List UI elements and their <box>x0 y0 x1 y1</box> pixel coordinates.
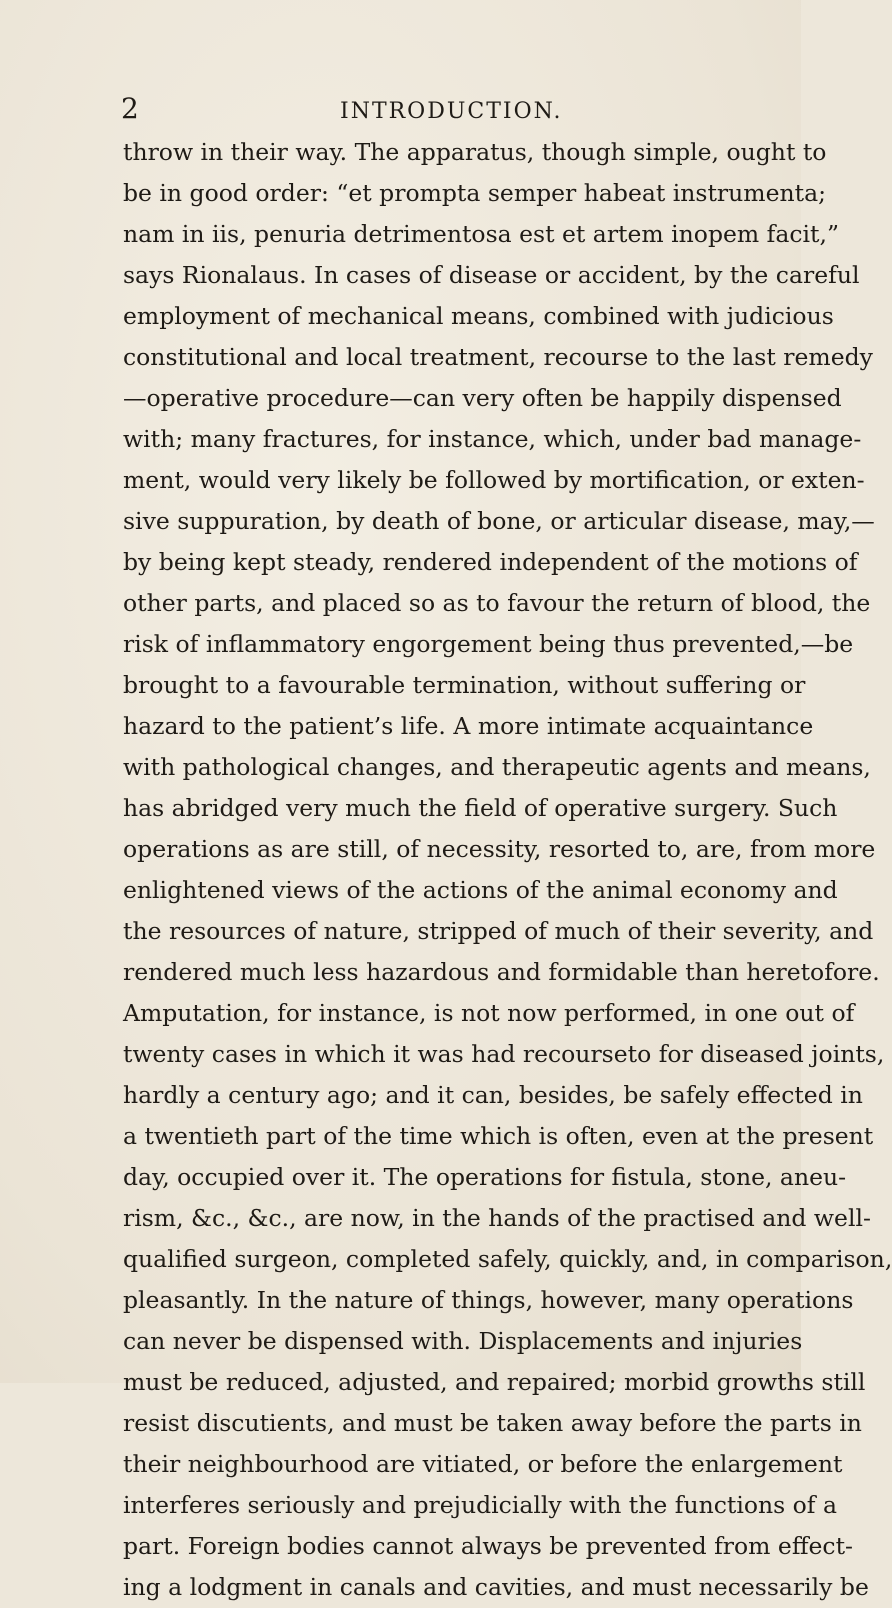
text-line: throw in their way. The apparatus, though simple, ought to <box>123 138 827 166</box>
text-line: says Rionalaus. In cases of disease or accident, by the careful <box>123 261 860 289</box>
text-line: nam in iis, penuria detrimentosa est et artem inopem facit,” <box>123 220 839 248</box>
running-title: INTRODUCTION. <box>340 99 563 124</box>
text-line: pleasantly. In the nature of things, however, many operations <box>123 1286 854 1314</box>
text-line: the resources of nature, stripped of much of their severity, and <box>123 917 874 945</box>
text-line: other parts, and placed so as to favour the return of blood, the <box>123 589 871 617</box>
text-line: risk of inflammatory engorgement being thus prevented,—be <box>123 630 854 658</box>
text-line: rism, &c., &c., are now, in the hands of the practised and well- <box>123 1204 871 1232</box>
text-line: brought to a favourable termination, without suffering or <box>123 671 806 699</box>
text-line: a twentieth part of the time which is often, even at the present <box>123 1122 874 1150</box>
text-line: hazard to the patient’s life. A more intimate acquaintance <box>123 712 814 740</box>
text-line: be in good order: “et prompta semper habeat instrumenta; <box>123 179 827 207</box>
text-line: by being kept steady, rendered independent of the motions of <box>123 548 858 576</box>
text-line: with pathological changes, and therapeutic agents and means, <box>123 753 871 781</box>
text-line: day, occupied over it. The operations for fistula, stone, aneu- <box>123 1163 847 1191</box>
text-line: enlightened views of the actions of the animal economy and <box>123 876 838 904</box>
text-line: must be reduced, adjusted, and repaired; morbid growths still <box>123 1368 866 1396</box>
text-line: hardly a century ago; and it can, besides, be safely effected in <box>123 1081 863 1109</box>
text-line: —operative procedure—can very often be happily dispensed <box>123 384 842 412</box>
text-line: part. Foreign bodies cannot always be prevented from effect- <box>123 1532 853 1560</box>
text-line: Amputation, for instance, is not now performed, in one out of <box>123 999 855 1027</box>
text-line: resist discutients, and must be taken away before the parts in <box>123 1409 862 1437</box>
text-line: can never be dispensed with. Displacements and injuries <box>123 1327 803 1355</box>
text-line: qualified surgeon, completed safely, quickly, and, in comparison, <box>123 1245 892 1273</box>
text-line: sive suppuration, by death of bone, or articular disease, may,— <box>123 507 875 535</box>
text-line: with; many fractures, for instance, which, under bad manage- <box>123 425 862 453</box>
text-line: has abridged very much the field of operative surgery. Such <box>123 794 838 822</box>
text-line: their neighbourhood are vitiated, or before the enlargement <box>123 1450 843 1478</box>
page-header <box>0 92 801 132</box>
text-line: ing a lodgment in canals and cavities, and must necessarily be <box>123 1573 869 1601</box>
text-line: operations as are still, of necessity, resorted to, are, from more <box>123 835 876 863</box>
text-line: employment of mechanical means, combined with judicious <box>123 302 834 330</box>
text-line: rendered much less hazardous and formidable than heretofore. <box>123 958 880 986</box>
page-number: 2 <box>121 92 139 125</box>
text-line: interferes seriously and prejudicially with the functions of a <box>123 1491 837 1519</box>
text-line: constitutional and local treatment, recourse to the last remedy <box>123 343 873 371</box>
text-line: ment, would very likely be followed by mortification, or exten- <box>123 466 865 494</box>
text-line: twenty cases in which it was had recourseto for diseased joints, <box>123 1040 885 1068</box>
body-text <box>123 132 892 1608</box>
